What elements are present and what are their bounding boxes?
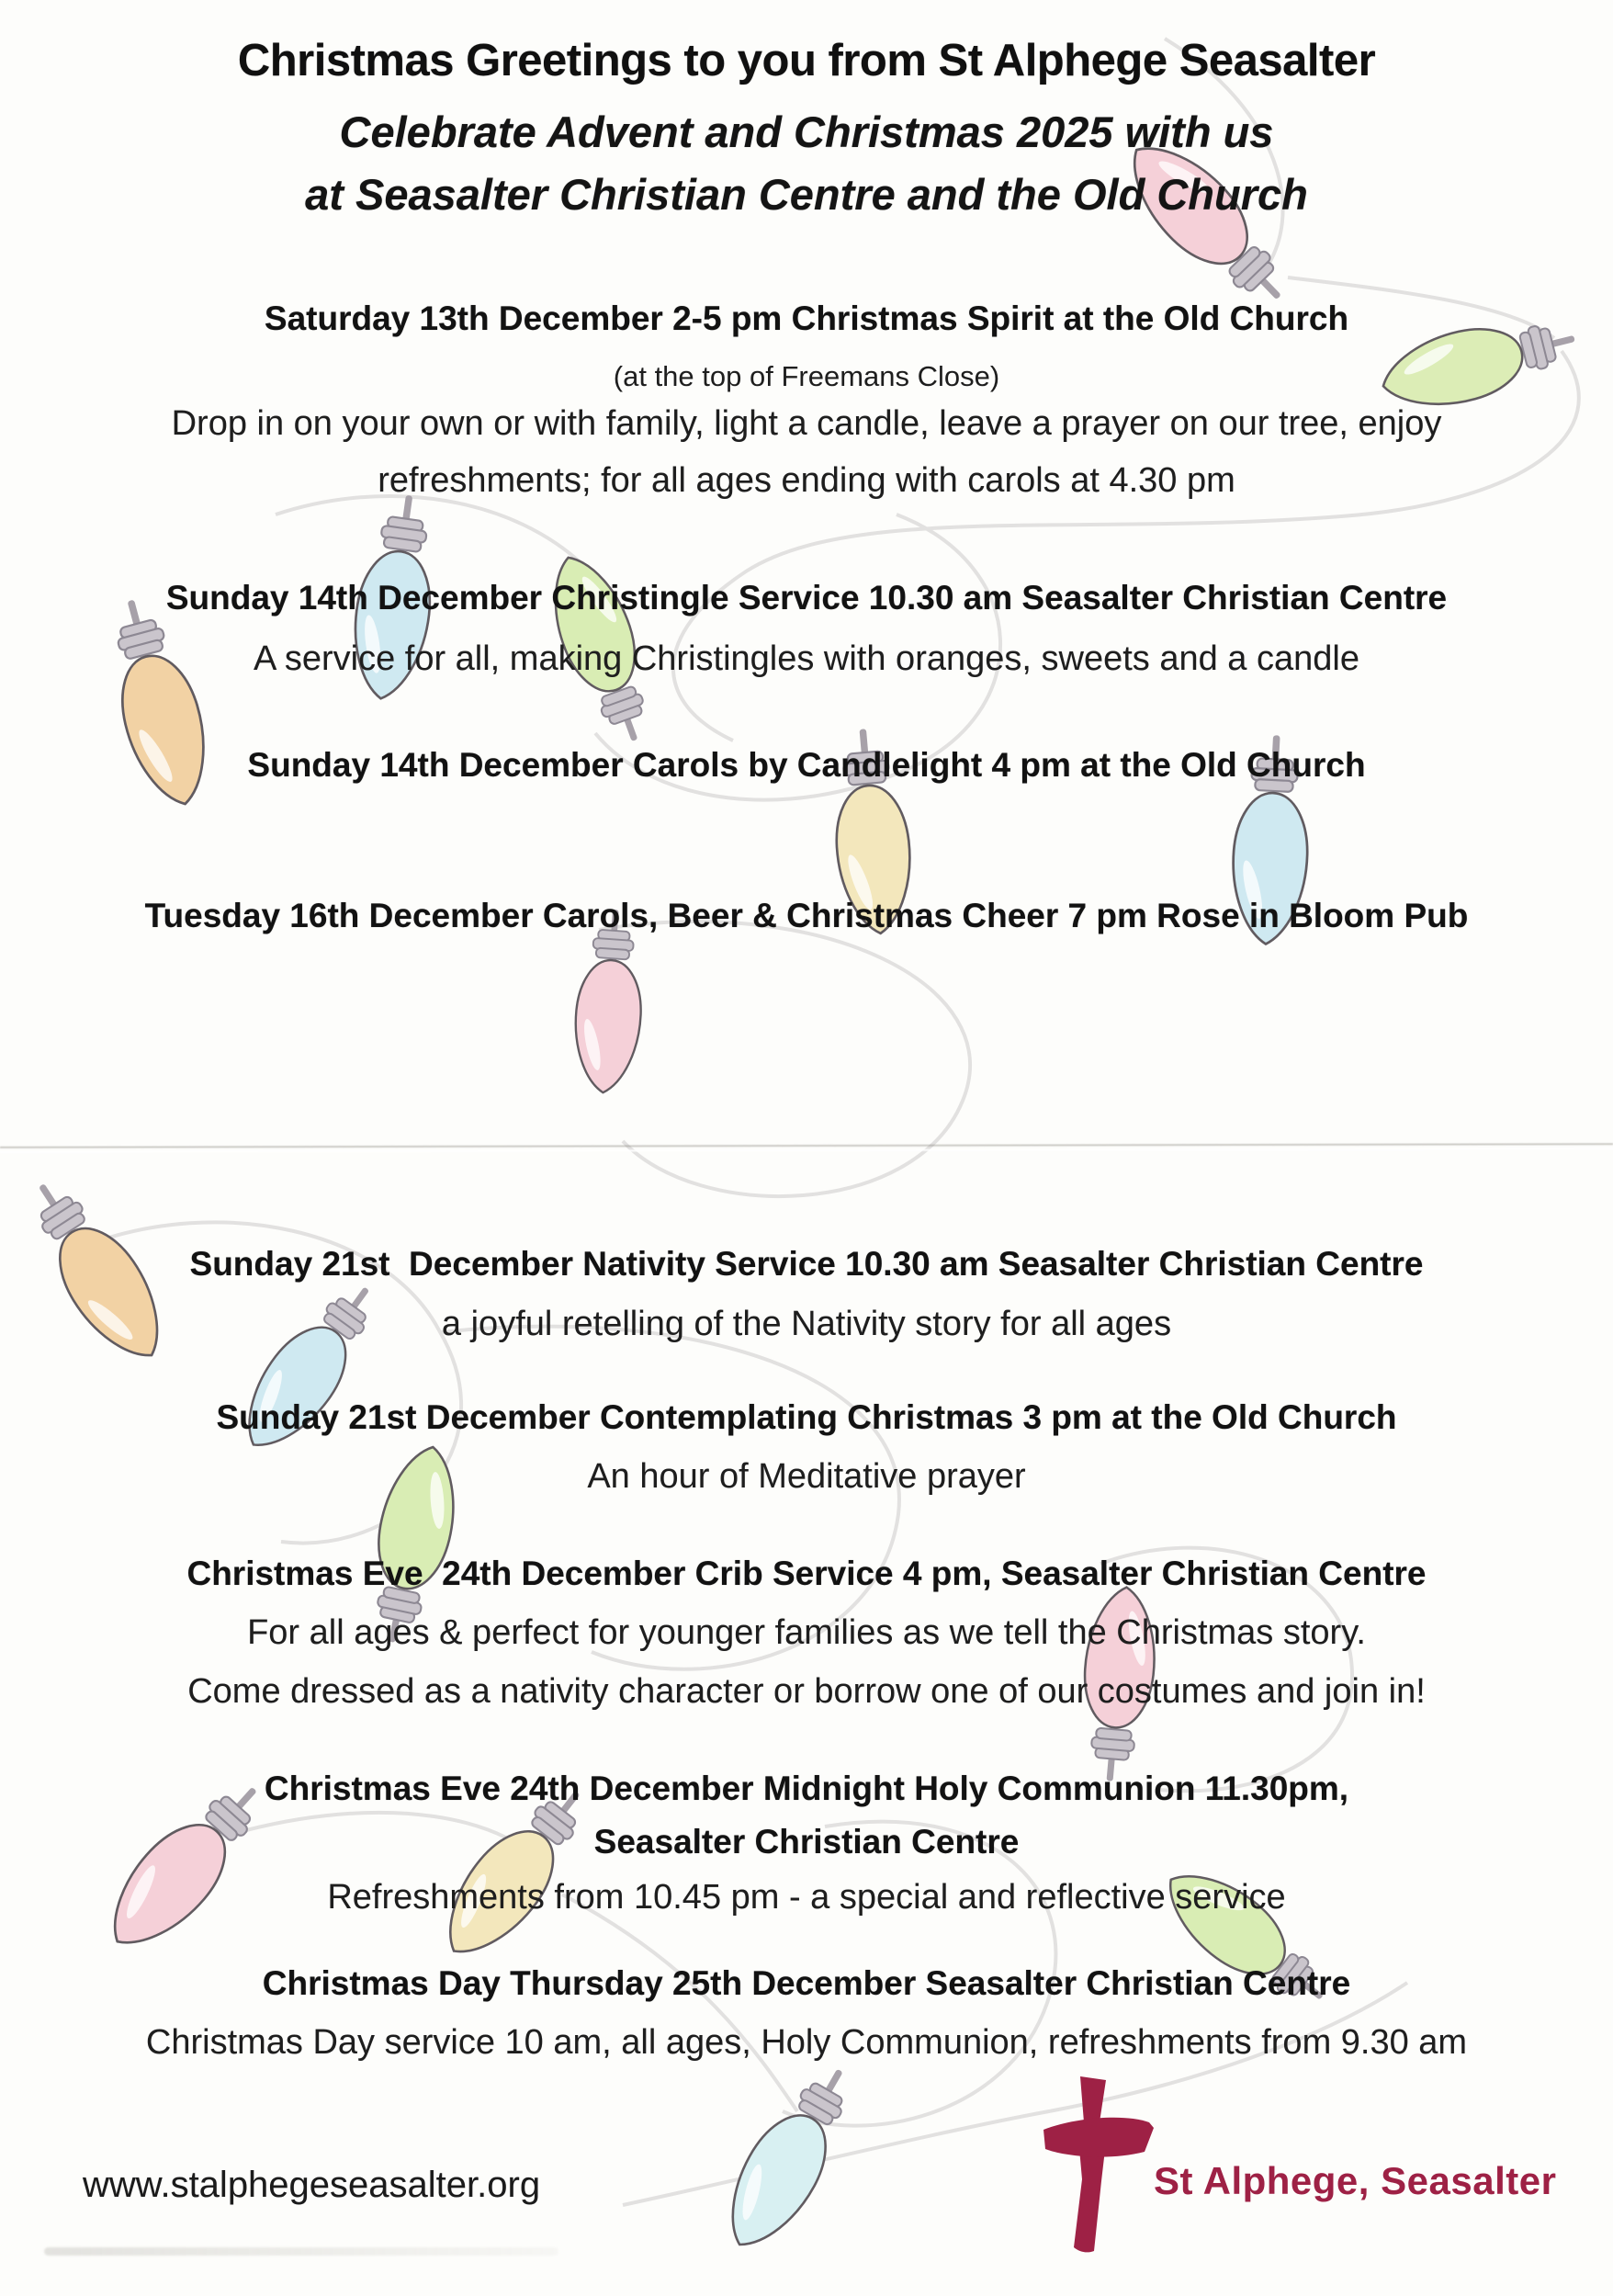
event-9-body-1: Christmas Day service 10 am, all ages, Holy Communion, refreshments from 9.30 am bbox=[145, 2023, 1468, 2062]
christmas-light-bulb-icon bbox=[558, 905, 660, 1120]
event-7-heading: Christmas Eve 24th December Crib Service 4 pm, Seasalter Christian Centre bbox=[186, 1555, 1427, 1592]
event-6-body-1: An hour of Meditative prayer bbox=[587, 1457, 1026, 1496]
event-3-heading: Sunday 14th December Carols by Candlelight 4 pm at the Old Church bbox=[247, 746, 1366, 784]
event-6-heading: Sunday 21st December Contemplating Christmas 3 pm at the Old Church bbox=[216, 1398, 1397, 1436]
cross-logo-icon bbox=[1036, 2069, 1165, 2262]
event-1-body-1: Drop in on your own or with family, light a candle, leave a prayer on our tree, enjoy bbox=[171, 404, 1442, 443]
event-8-heading-line-2: Seasalter Christian Centre bbox=[593, 1823, 1020, 1861]
event-5-body-1: a joyful retelling of the Nativity story for all ages bbox=[441, 1305, 1172, 1343]
event-8-body-1: Refreshments from 10.45 pm - a special and reflective service bbox=[327, 1878, 1286, 1917]
event-7-body-2: Come dressed as a nativity character or borrow one of our costumes and join in! bbox=[187, 1672, 1426, 1711]
event-1-body-2: refreshments; for all ages ending with carols at 4.30 pm bbox=[378, 461, 1235, 500]
page-title: Christmas Greetings to you from St Alphege Seasalter bbox=[237, 36, 1376, 85]
subtitle-line-1: Celebrate Advent and Christmas 2025 with us bbox=[339, 107, 1274, 156]
scan-smudge bbox=[44, 2247, 558, 2256]
logo-text: St Alphege, Seasalter bbox=[1154, 2159, 1557, 2202]
event-1-heading: Saturday 13th December 2-5 pm Christmas Spirit at the Old Church bbox=[264, 300, 1349, 337]
website-url: www.stalphegeseasalter.org bbox=[83, 2165, 541, 2205]
christmas-light-bulb-icon bbox=[515, 517, 678, 758]
event-2-heading: Sunday 14th December Christingle Service 10.30 am Seasalter Christian Centre bbox=[165, 579, 1448, 616]
event-1-note: (at the top of Freemans Close) bbox=[613, 360, 1000, 392]
event-5-heading: Sunday 21st December Nativity Service 10.30 am Seasalter Christian Centre bbox=[189, 1245, 1424, 1283]
subtitle-line-2: at Seasalter Christian Centre and the Old Church bbox=[305, 170, 1308, 219]
event-2-body-1: A service for all, making Christingles with oranges, sweets and a candle bbox=[254, 639, 1359, 678]
event-9-heading: Christmas Day Thursday 25th December Seasalter Christian Centre bbox=[262, 1964, 1351, 2002]
event-8-heading-line-1: Christmas Eve 24th December Midnight Holy Communion 11.30pm, bbox=[264, 1770, 1349, 1807]
christmas-light-bulb-icon bbox=[82, 585, 241, 843]
event-4-heading: Tuesday 16th December Carols, Beer & Christmas Cheer 7 pm Rose in Bloom Pub bbox=[144, 897, 1469, 934]
event-7-body-1: For all ages & perfect for younger families as we tell the Christmas story. bbox=[247, 1613, 1366, 1652]
christmas-light-bulb-icon bbox=[684, 2045, 882, 2292]
